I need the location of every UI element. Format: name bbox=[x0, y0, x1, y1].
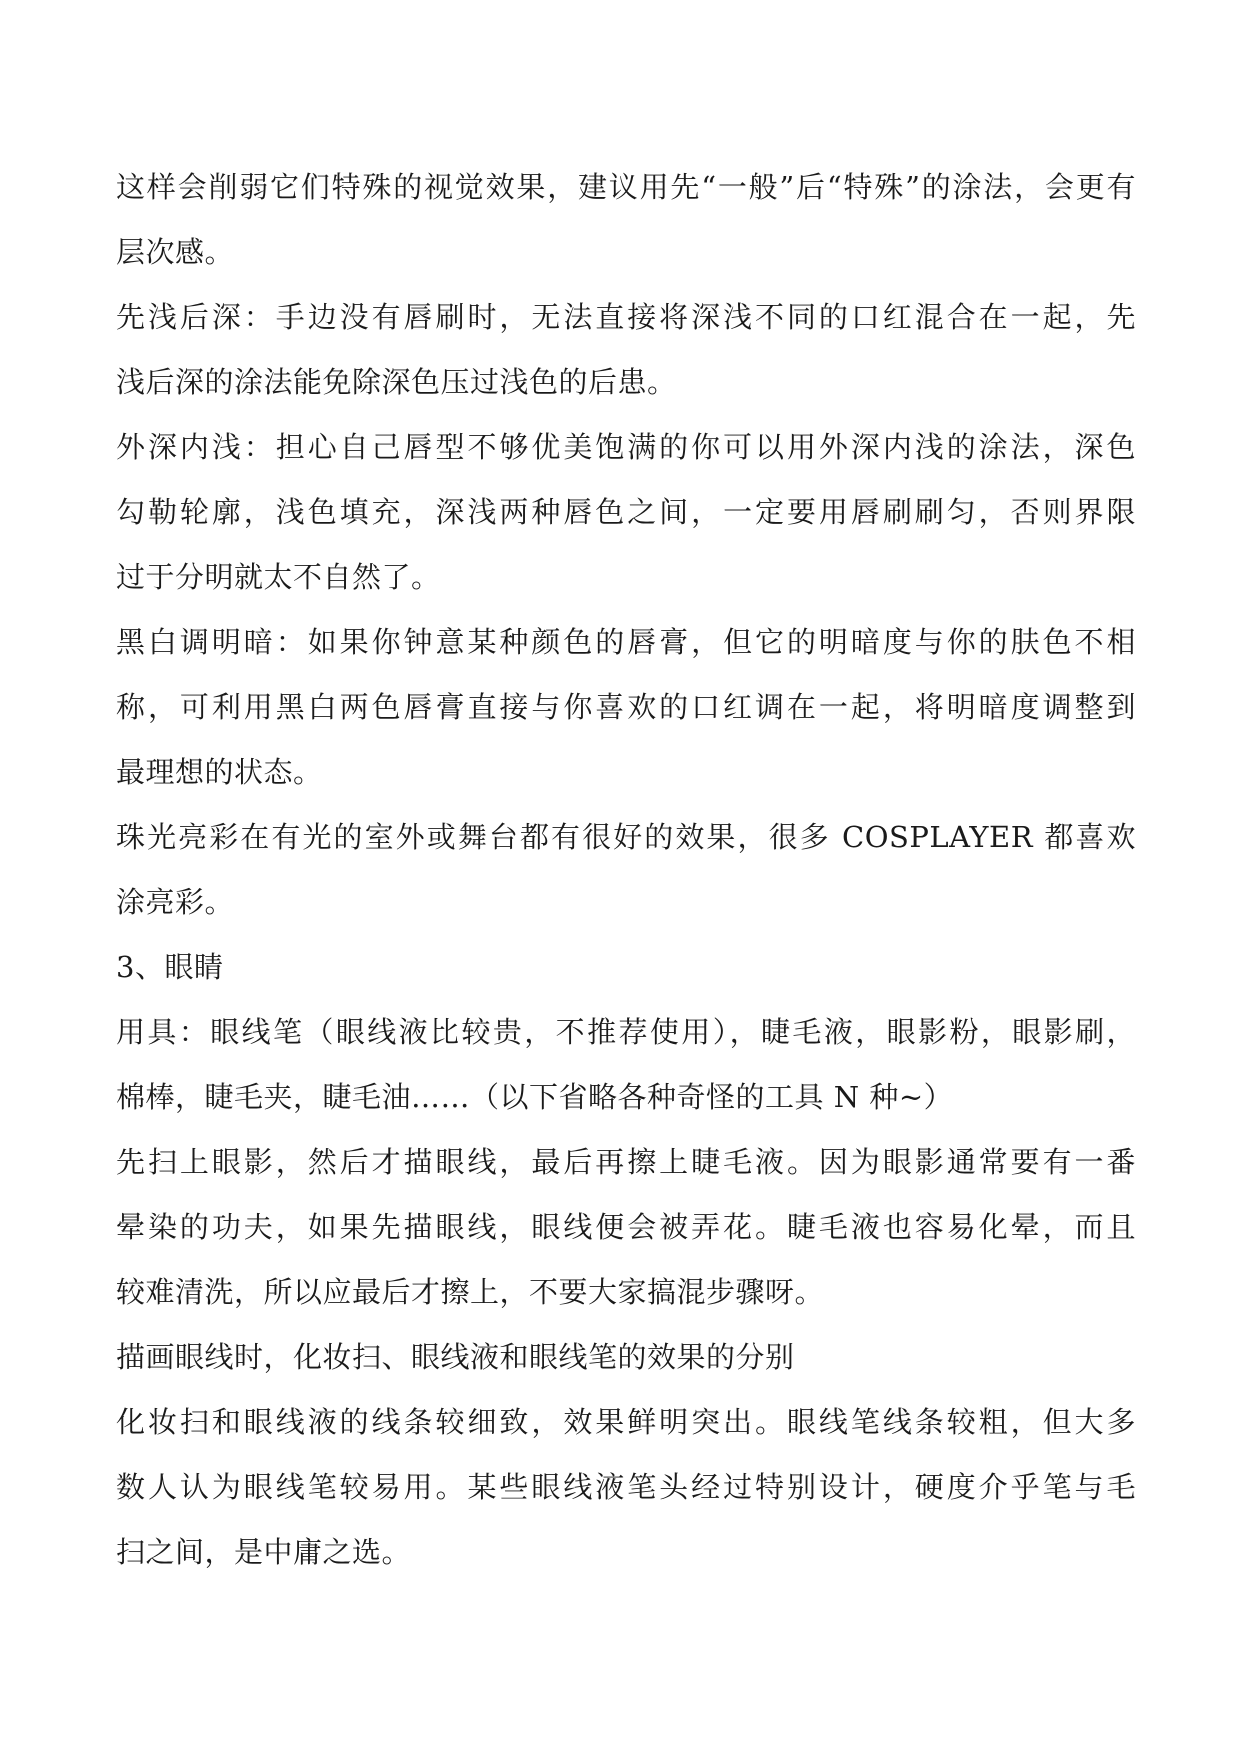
text-line: 珠光亮彩在有光的室外或舞台都有很好的效果，很多 COSPLAYER 都喜欢 bbox=[116, 820, 1136, 854]
text-line: 这样会削弱它们特殊的视觉效果，建议用先“一般”后“特殊”的涂法，会更有 bbox=[116, 170, 1136, 204]
document-body bbox=[116, 155, 1136, 1585]
section-heading: 3、眼睛 bbox=[116, 950, 224, 984]
text-line: 最理想的状态。 bbox=[116, 755, 323, 789]
text-line: 勾勒轮廓，浅色填充，深浅两种唇色之间，一定要用唇刷刷匀，否则界限 bbox=[116, 495, 1136, 529]
text-line: 先扫上眼影，然后才描眼线，最后再擦上睫毛液。因为眼影通常要有一番 bbox=[116, 1145, 1136, 1179]
text-line: 晕染的功夫，如果先描眼线，眼线便会被弄花。睫毛液也容易化晕，而且 bbox=[116, 1210, 1136, 1244]
text-line: 数人认为眼线笔较易用。某些眼线液笔头经过特别设计，硬度介乎笔与毛 bbox=[116, 1470, 1136, 1504]
text-line: 棉棒，睫毛夹，睫毛油……（以下省略各种奇怪的工具 N 种~） bbox=[116, 1080, 954, 1114]
text-line: 先浅后深：手边没有唇刷时，无法直接将深浅不同的口红混合在一起，先 bbox=[116, 300, 1136, 334]
text-line: 外深内浅：担心自己唇型不够优美饱满的你可以用外深内浅的涂法，深色 bbox=[116, 430, 1136, 464]
text-line: 用具：眼线笔（眼线液比较贵，不推荐使用），睫毛液，眼影粉，眼影刷， bbox=[116, 1015, 1136, 1049]
text-line: 浅后深的涂法能免除深色压过浅色的后患。 bbox=[116, 365, 677, 399]
text-line: 描画眼线时，化妆扫、眼线液和眼线笔的效果的分别 bbox=[116, 1340, 795, 1374]
text-line: 涂亮彩。 bbox=[116, 885, 235, 919]
text-line: 较难清洗，所以应最后才擦上，不要大家搞混步骤呀。 bbox=[116, 1275, 825, 1309]
text-line: 扫之间，是中庸之选。 bbox=[116, 1535, 412, 1569]
text-line: 过于分明就太不自然了。 bbox=[116, 560, 441, 594]
text-line: 化妆扫和眼线液的线条较细致，效果鲜明突出。眼线笔线条较粗，但大多 bbox=[116, 1405, 1136, 1439]
text-line: 黑白调明暗：如果你钟意某种颜色的唇膏，但它的明暗度与你的肤色不相 bbox=[116, 625, 1136, 659]
text-line: 层次感。 bbox=[116, 235, 235, 269]
text-line: 称，可利用黑白两色唇膏直接与你喜欢的口红调在一起，将明暗度调整到 bbox=[116, 690, 1136, 724]
